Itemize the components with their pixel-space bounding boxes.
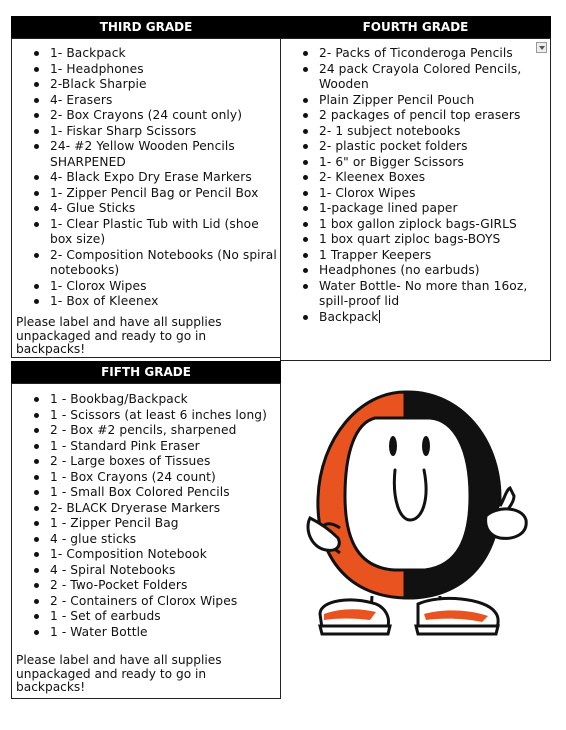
list-item: 4 - Spiral Notebooks [30,563,280,579]
list-item: 4- Black Expo Dry Erase Markers [30,170,278,186]
list-item: 1- Fiskar Sharp Scissors [30,124,278,140]
list-item: 2 - Box #2 pencils, sharpened [30,423,280,439]
text-cursor [379,310,380,323]
list-item: 1-package lined paper [299,201,535,217]
list-item: Plain Zipper Pencil Pouch [299,93,535,109]
third-grade-title: THIRD GRADE [99,20,193,34]
list-item: 1- 6" or Bigger Scissors [299,155,535,171]
list-item: 1- Composition Notebook [30,547,280,563]
list-item: 24- #2 Yellow Wooden Pencils SHARPENED [30,139,278,170]
list-item: 1 - Box Crayons (24 count) [30,470,280,486]
fifth-grade-title: FIFTH GRADE [101,365,191,379]
list-item: 1 - Standard Pink Eraser [30,439,280,455]
list-item: 2- Packs of Ticonderoga Pencils [299,46,535,62]
list-item: 1 - Water Bottle [30,625,280,641]
list-item: 1 - Small Box Colored Pencils [30,485,280,501]
list-item: 1 Trapper Keepers [299,248,535,264]
list-item: 1 - Scissors (at least 6 inches long) [30,408,280,424]
list-item: 1- Zipper Pencil Bag or Pencil Box [30,186,278,202]
list-item: Headphones (no earbuds) [299,263,535,279]
third-grade-panel [11,38,281,358]
fourth-grade-title: FOURTH GRADE [362,20,469,34]
list-item: 1- Backpack [30,46,278,62]
list-item: 1- Clorox Wipes [30,279,278,295]
list-item: 4- Erasers [30,93,278,109]
list-item: 4 - glue sticks [30,532,280,548]
list-item: 2- BLACK Dryerase Markers [30,501,280,517]
list-item: 24 pack Crayola Colored Pencils, Wooden [299,62,535,93]
list-item: 1- Clorox Wipes [299,186,535,202]
list-item: 2- plastic pocket folders [299,139,535,155]
list-item: 2 - Large boxes of Tissues [30,454,280,470]
list-item: 1 box gallon ziplock bags-GIRLS [299,217,535,233]
list-item: 1- Headphones [30,62,278,78]
fourth-grade-header [280,16,551,38]
list-item: 2 - Two-Pocket Folders [30,578,280,594]
mascot-svg [300,378,535,638]
fifth-grade-panel [11,383,281,699]
fourth-grade-panel[interactable] [280,38,551,361]
list-item: 2 packages of pencil top erasers [299,108,535,124]
dropdown-arrow-icon[interactable] [536,42,547,53]
fifth-grade-header [11,361,281,383]
list-item: 2 - Containers of Clorox Wipes [30,594,280,610]
list-item: 2- Kleenex Boxes [299,170,535,186]
list-item: 1 box quart ziploc bags-BOYS [299,232,535,248]
list-item: 4- Glue Sticks [30,201,278,217]
list-item: 1- Clear Plastic Tub with Lid (shoe box size) [30,217,278,248]
third-grade-list [30,46,278,310]
list-item: Backpack [299,310,535,326]
list-item: 2- Composition Notebooks (No spiral notebooks) [30,248,278,279]
list-item: 2- Box Crayons (24 count only) [30,108,278,124]
fifth-grade-note: Please label and have all supplies unpackaged and ready to go in backpacks! [16,653,222,694]
list-item: 1 - Bookbag/Backpack [30,392,280,408]
list-item: 1 - Zipper Pencil Bag [30,516,280,532]
third-grade-header [11,16,281,38]
fifth-grade-list [30,392,280,640]
third-grade-note: Please label and have all supplies unpackaged and ready to go in backpacks! [16,315,222,356]
list-item: 1 - Set of earbuds [30,609,280,625]
list-item: Water Bottle- No more than 16oz, spill-proof lid [299,279,535,310]
smiley-mascot-icon [300,378,535,638]
list-item: 2- 1 subject notebooks [299,124,535,140]
fourth-grade-list [299,46,535,325]
list-item: 1- Box of Kleenex [30,294,278,310]
list-item: 2-Black Sharpie [30,77,278,93]
